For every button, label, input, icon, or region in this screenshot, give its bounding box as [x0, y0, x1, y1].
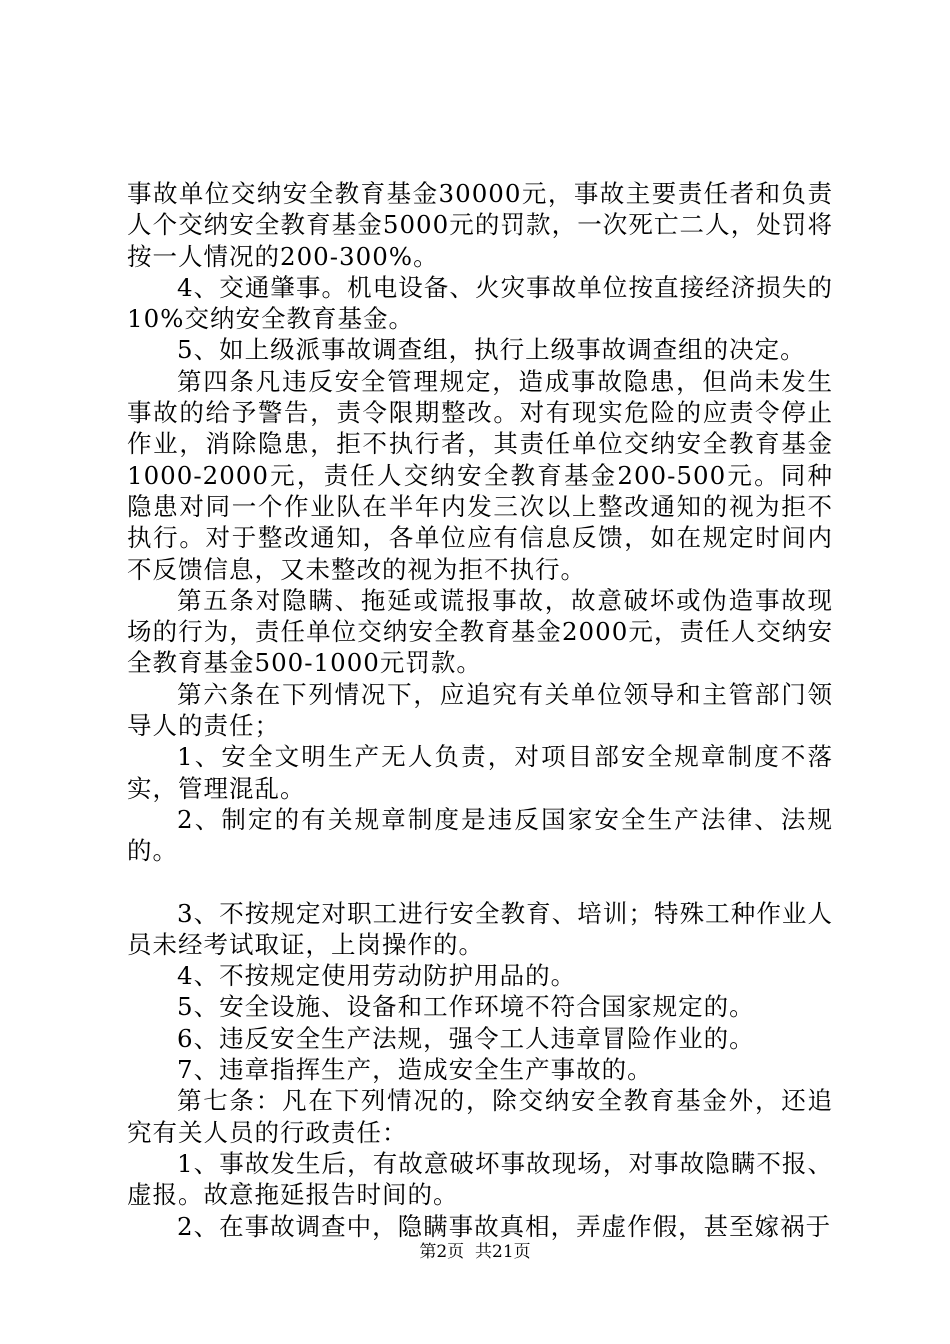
paragraph-article-6-item-4: 4、不按规定使用劳动防护用品的。: [177, 961, 577, 991]
paragraph-article-6-item-2: 2、制定的有关规章制度是违反国家安全生产法律、法规的。: [127, 804, 833, 866]
paragraph-article-6-item-7: 7、违章指挥生产，造成安全生产事故的。: [177, 1055, 653, 1085]
paragraph-article-7-item-2: 2、在事故调查中，隐瞒事故真相，弄虚作假，甚至嫁祸于: [177, 1211, 832, 1241]
page-number: 第2页: [419, 1242, 465, 1262]
paragraph-article-6-item-1: 1、安全文明生产无人负责，对项目部安全规章制度不落实，管理混乱。: [127, 742, 833, 803]
footer-spacer: [464, 1242, 475, 1262]
paragraph-article-6: 第六条在下列情况下，应追究有关单位领导和主管部门领导人的责任；: [127, 679, 833, 741]
paragraph-article-6-item-3: 3、不按规定对职工进行安全教育、培训；特殊工种作业人员未经考试取证，上岗操作的。: [127, 898, 833, 959]
paragraph-continued: 事故单位交纳安全教育基金30000元，事故主要责任者和负责人个交纳安全教育基金5000元的罚款，一次死亡二人，处罚将按一人情况的200-300%。: [127, 179, 833, 271]
page-total: 共21页: [475, 1242, 531, 1262]
paragraph-article-6-item-5: 5、安全设施、设备和工作环境不符合国家规定的。: [177, 992, 755, 1022]
paragraph-article-4: 第四条凡违反安全管理规定，造成事故隐患，但尚未发生事故的给予警告，责令限期整改。对有现实危险的应责令停止作业，消除隐患，拒不执行者，其责任单位交纳安全教育基金1000-2000元，责任人交纳安全教育基金200-500元。同种隐患对同一个作业队在半年内发三次以上整改通知的视为拒不执行。对于整改通知，各单位应有信息反馈，如在规定时间内不反馈信息，又未整改的视为拒不执行。: [127, 366, 833, 584]
document-body: [127, 178, 833, 1242]
paragraph-article-6-item-6: 6、违反安全生产法规，强令工人违章冒险作业的。: [177, 1023, 755, 1053]
paragraph-item-5: 5、如上级派事故调查组，执行上级事故调查组的决定。: [177, 335, 806, 365]
paragraph-article-7-item-1: 1、事故发生后，有故意破坏事故现场，对事故隐瞒不报、虚报。故意拖延报告时间的。: [127, 1148, 833, 1210]
page-footer: [0, 1241, 950, 1263]
paragraph-item-4: 4、交通肇事。机电设备、火灾事故单位按直接经济损失的10%交纳安全教育基金。: [127, 272, 833, 334]
paragraph-article-7: 第七条：凡在下列情况的，除交纳安全教育基金外，还追究有关人员的行政责任：: [127, 1086, 833, 1147]
paragraph-article-5: 第五条对隐瞒、拖延或谎报事故，故意破坏或伪造事故现场的行为，责任单位交纳安全教育基金2000元，责任人交纳安全教育基金500-1000元罚款。: [127, 585, 833, 678]
